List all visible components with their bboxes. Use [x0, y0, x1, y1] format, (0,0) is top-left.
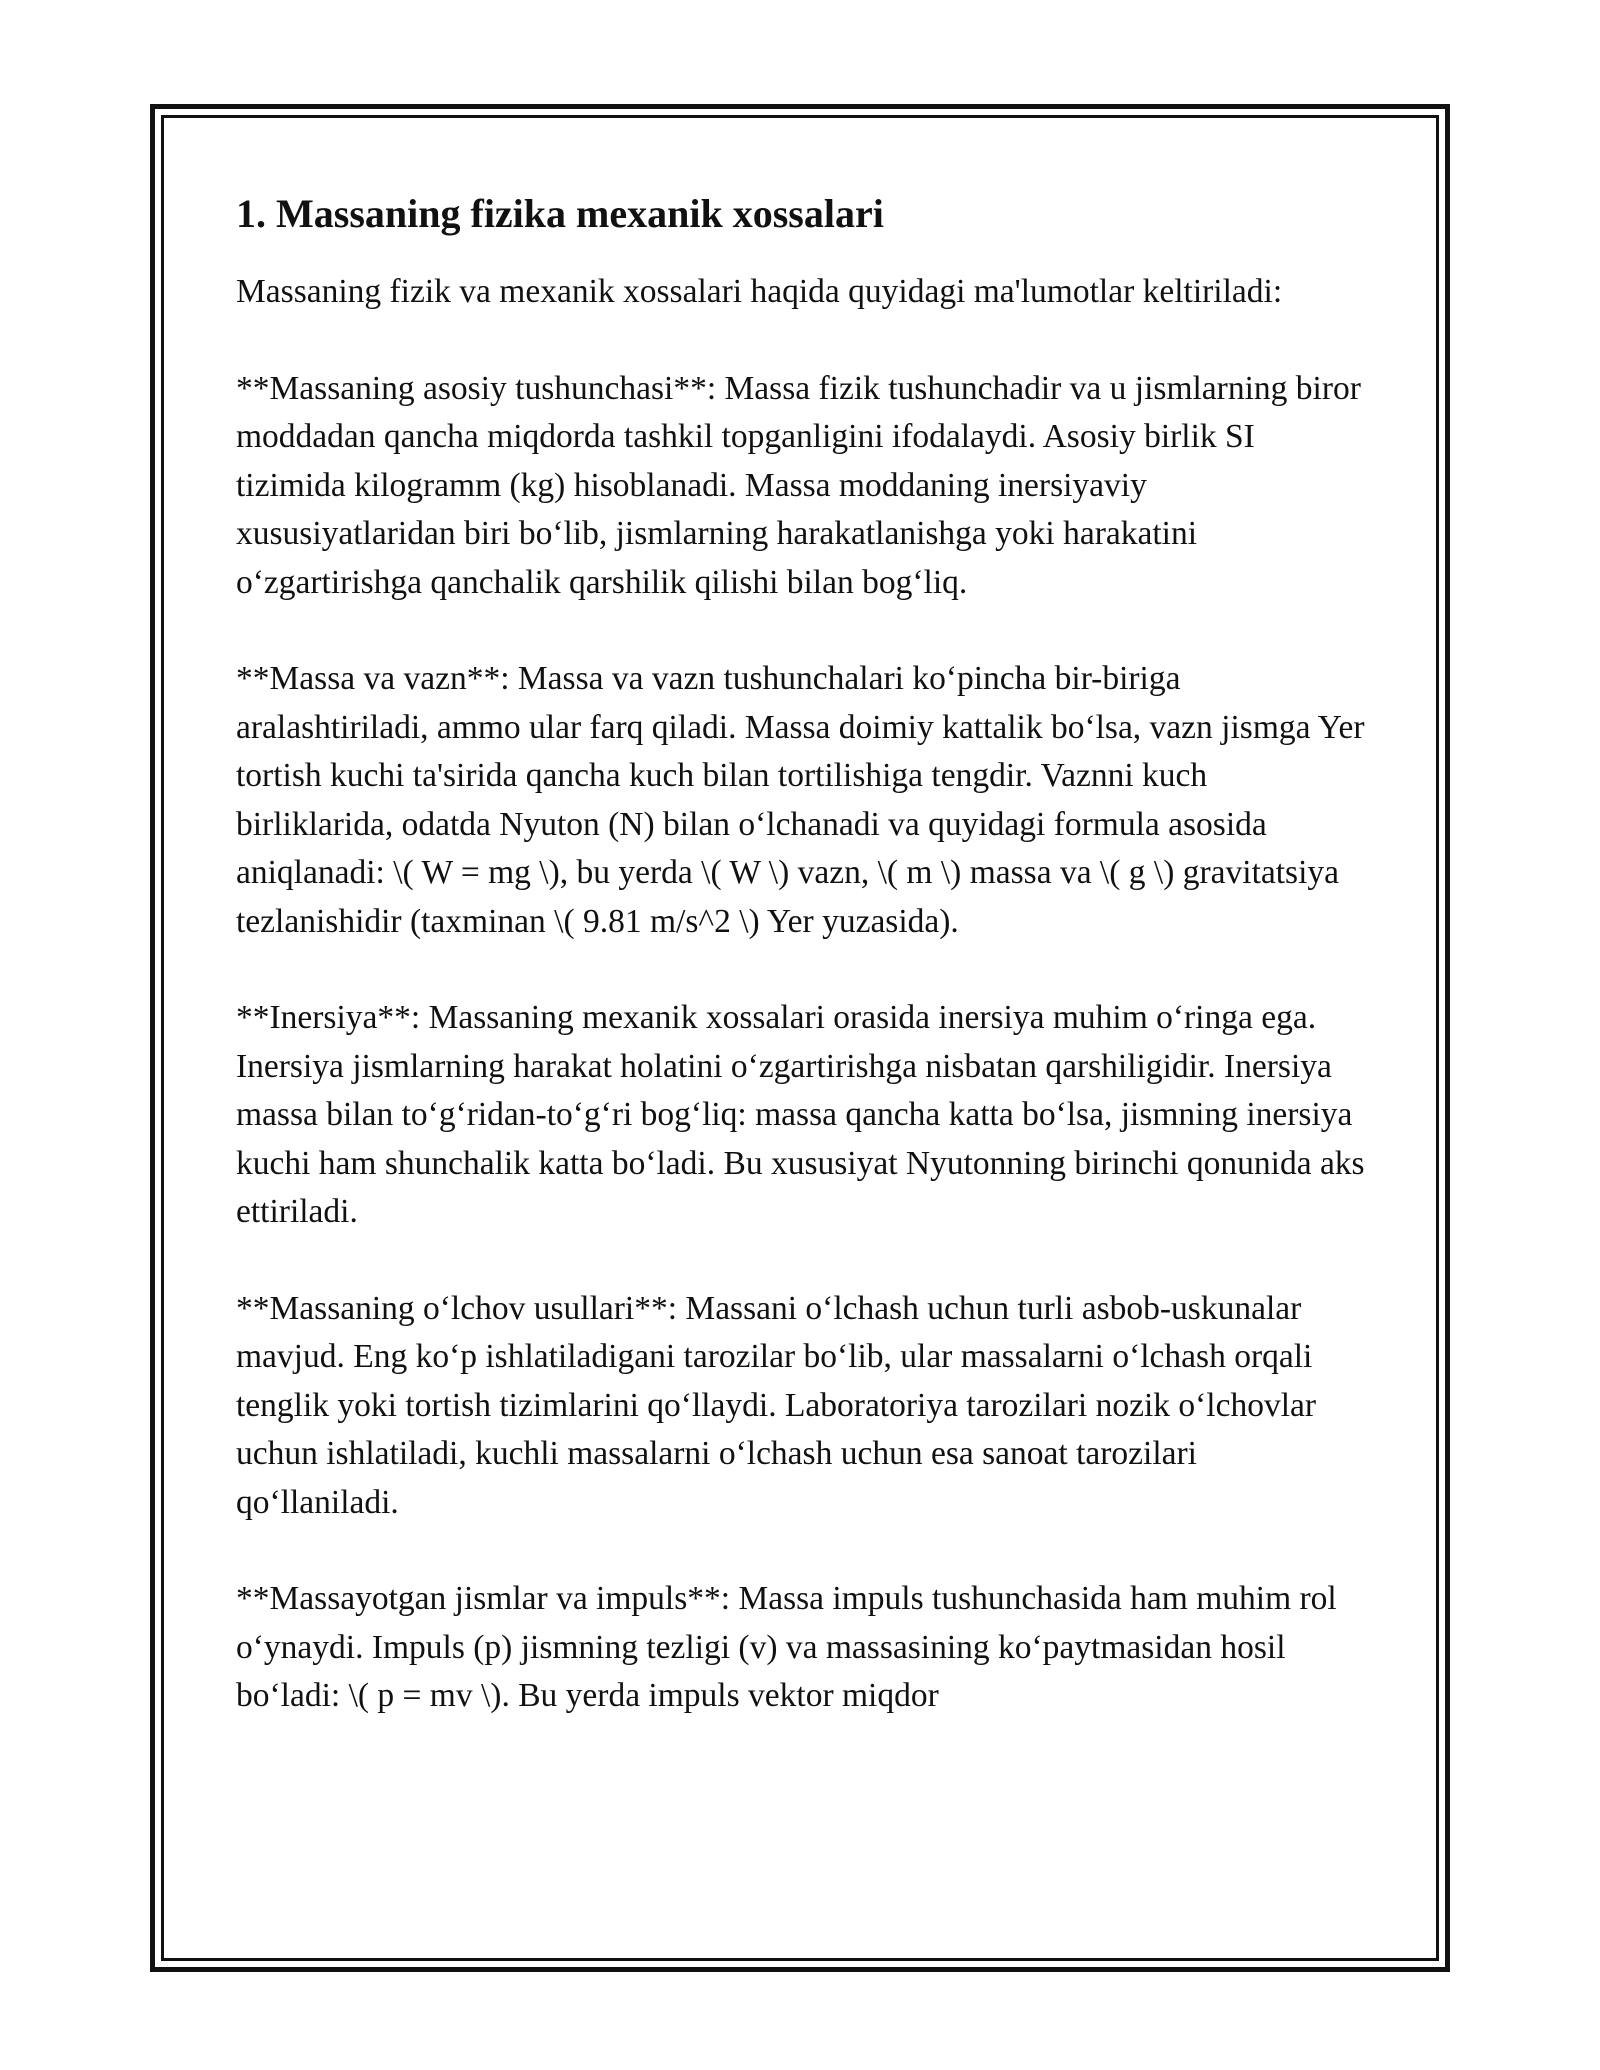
paragraph-measurement-methods: **Massaning o‘lchov usullari**: Massani o‘lchash uchun turli asbob-uskunalar mavjud. Eng ko‘p ishlatiladigani tarozilar bo‘lib, ular massalarni o‘lchash orqali tenglik yoki tortish tizimlarini qo‘llaydi. Laboratoriya tarozilari nozik o‘lchovlar uchun ishlatiladi, kuchli massalarni o‘lchash uchun esa sanoat tarozilari qo‘llaniladi. [236, 1289, 1317, 1521]
document-body [236, 188, 1366, 1769]
paragraph-inertia: **Inersiya**: Massaning mexanik xossalari orasida inersiya muhim o‘ringa ega. Inersiya jismlarning harakat holatini o‘zgartirishga nisbatan qarshiligidir. Inersiya massa bilan to‘g‘ridan-to‘g‘ri bog‘liq: massa qancha katta bo‘lsa, jismning inersiya kuchi ham shunchalik katta bo‘ladi. Bu xususiyat Nyutonning birinchi qonunida aks ettiriladi. [236, 999, 1365, 1230]
paragraph-mass-concept: **Massaning asosiy tushunchasi**: Massa fizik tushunchadir va u jismlarning biror moddadan qancha miqdorda tashkil topganligini ifodalaydi. Asosiy birlik SI tizimida kilogramm (kg) hisoblanadi. Massa moddaning inersiyaviy xususiyatlaridan biri bo‘lib, jismlarning harakatlanishga yoki harakatini o‘zgartirishga qanchalik qarshilik qilishi bilan bog‘liq. [236, 369, 1361, 601]
paragraph-intro: Massaning fizik va mexanik xossalari haqida quyidagi ma'lumotlar keltiriladi: [236, 273, 1283, 310]
paragraph-momentum: **Massayotgan jismlar va impuls**: Massa impuls tushunchasida ham muhim rol o‘ynaydi. Impuls (p) jismning tezligi (v) va massasining ko‘paytmasidan hosil bo‘ladi: \( p = mv \). Bu yerda impuls vektor miqdor [236, 1580, 1337, 1714]
paragraph-mass-and-weight: **Massa va vazn**: Massa va vazn tushunchalari ko‘pincha bir-biriga aralashtiriladi, ammo ular farq qiladi. Massa doimiy kattalik bo‘lsa, vazn jismga Yer tortish kuchi ta'sirida qancha kuch bilan tortilishiga tengdir. Vaznni kuch birliklarida, odatda Nyuton (N) bilan o‘lchanadi va quyidagi formula asosida aniqlanadi: \( W = mg \), bu yerda \( W \) vazn, \( m \) massa va \( g \) gravitatsiya tezlanishidir (taxminan \( 9.81 m/s^2 \) Yer yuzasida). [236, 660, 1365, 940]
document-title: 1. Massaning fizika mexanik xossalari [236, 191, 884, 236]
